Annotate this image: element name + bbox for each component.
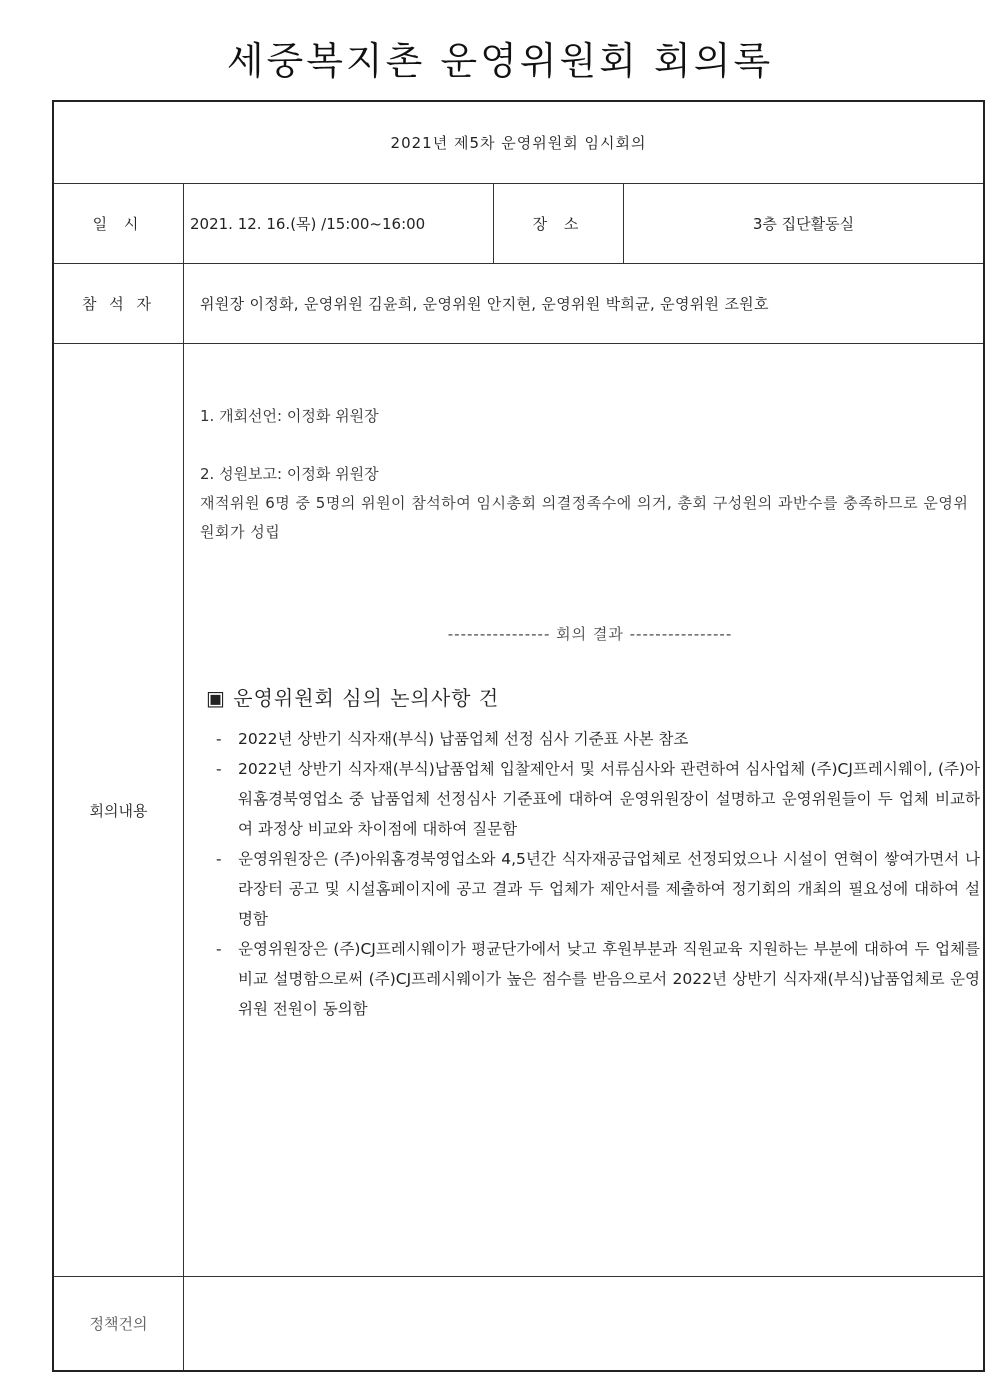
attendees-row (54, 264, 983, 344)
meeting-name: 2021년 제5차 운영위원회 임시회의 (390, 134, 647, 152)
meeting-header-row (54, 102, 983, 184)
place-value: 3층 집단활동실 (752, 215, 855, 233)
list-item: - 운영위원장은 (주)아워홈경북영업소와 4,5년간 식자재공급업체로 선정되었으나 시설이 연혁이 쌓여가면서 나라장터 공고 및 시설홈페이지에 공고 결과 두 업체가 제안서를 제출하여 정기회의 개최의 필요성에 대하여 설명함 (216, 844, 980, 934)
policy-row (54, 1277, 983, 1370)
policy-label: 정책건의 (54, 1277, 184, 1370)
quorum-report-body: 재적위원 6명 중 5명의 위원이 참석하여 임시총회 의결정족수에 의거, 총회 구성원의 과반수를 충족하므로 운영위원회가 성립 (200, 494, 969, 541)
meeting-content-row (54, 344, 983, 1277)
opening-declaration: 1. 개회선언: 이정화 위원장 (200, 407, 379, 425)
list-item: - 2022년 상반기 식자재(부식) 납품업체 선정 심사 기준표 사본 참조 (216, 724, 980, 754)
dash-bullet: - (216, 940, 222, 958)
list-item: - 운영위원장은 (주)CJ프레시웨이가 평균단가에서 낮고 후원부분과 직원교육 지원하는 부분에 대하여 두 업체를 비교 설명함으로써 (주)CJ프레시웨이가 높은 점수를 받음으로서 2022년 상반기 식자재(부식)납품업체로 운영위원 전원이 동의함 (216, 934, 980, 1024)
content-body (200, 344, 980, 1276)
place-label: 장 소 (494, 184, 624, 263)
date-label: 일 시 (54, 184, 184, 263)
dash-bullet: - (216, 850, 222, 868)
policy-value (184, 1277, 983, 1370)
intro-block (200, 402, 980, 547)
dash-bullet: - (216, 730, 222, 748)
minutes-table (52, 100, 985, 1372)
attendees-value: 위원장 이정화, 운영위원 김윤희, 운영위원 안지현, 운영위원 박희균, 운영위원 조원호 (200, 295, 769, 313)
result-divider: ---------------- 회의 결과 ---------------- (447, 625, 733, 643)
attendees-label: 참 석 자 (54, 264, 184, 343)
dash-bullet: - (216, 760, 222, 778)
list-item: - 2022년 상반기 식자재(부식)납품업체 입찰제안서 및 서류심사와 관련하여 심사업체 (주)CJ프레시웨이, (주)아워홈경북영업소 중 납품업체 선정심사 기준표에 대하여 운영위원장이 설명하고 운영위원들이 두 업체 비교하여 과정상 비교와 차이점에 대하여 질문함 (216, 754, 980, 844)
discussion-list (216, 724, 980, 1024)
date-value: 2021. 12. 16.(목) /15:00~16:00 (184, 184, 494, 263)
date-place-row (54, 184, 983, 264)
content-label: 회의내용 (54, 344, 184, 1276)
document-title: 세중복지촌 운영위원회 회의록 (226, 39, 774, 83)
quorum-report-title: 2. 성원보고: 이정화 위원장 (200, 465, 379, 483)
discussion-heading: ▣ 운영위원회 심의 논의사항 건 (206, 686, 500, 710)
